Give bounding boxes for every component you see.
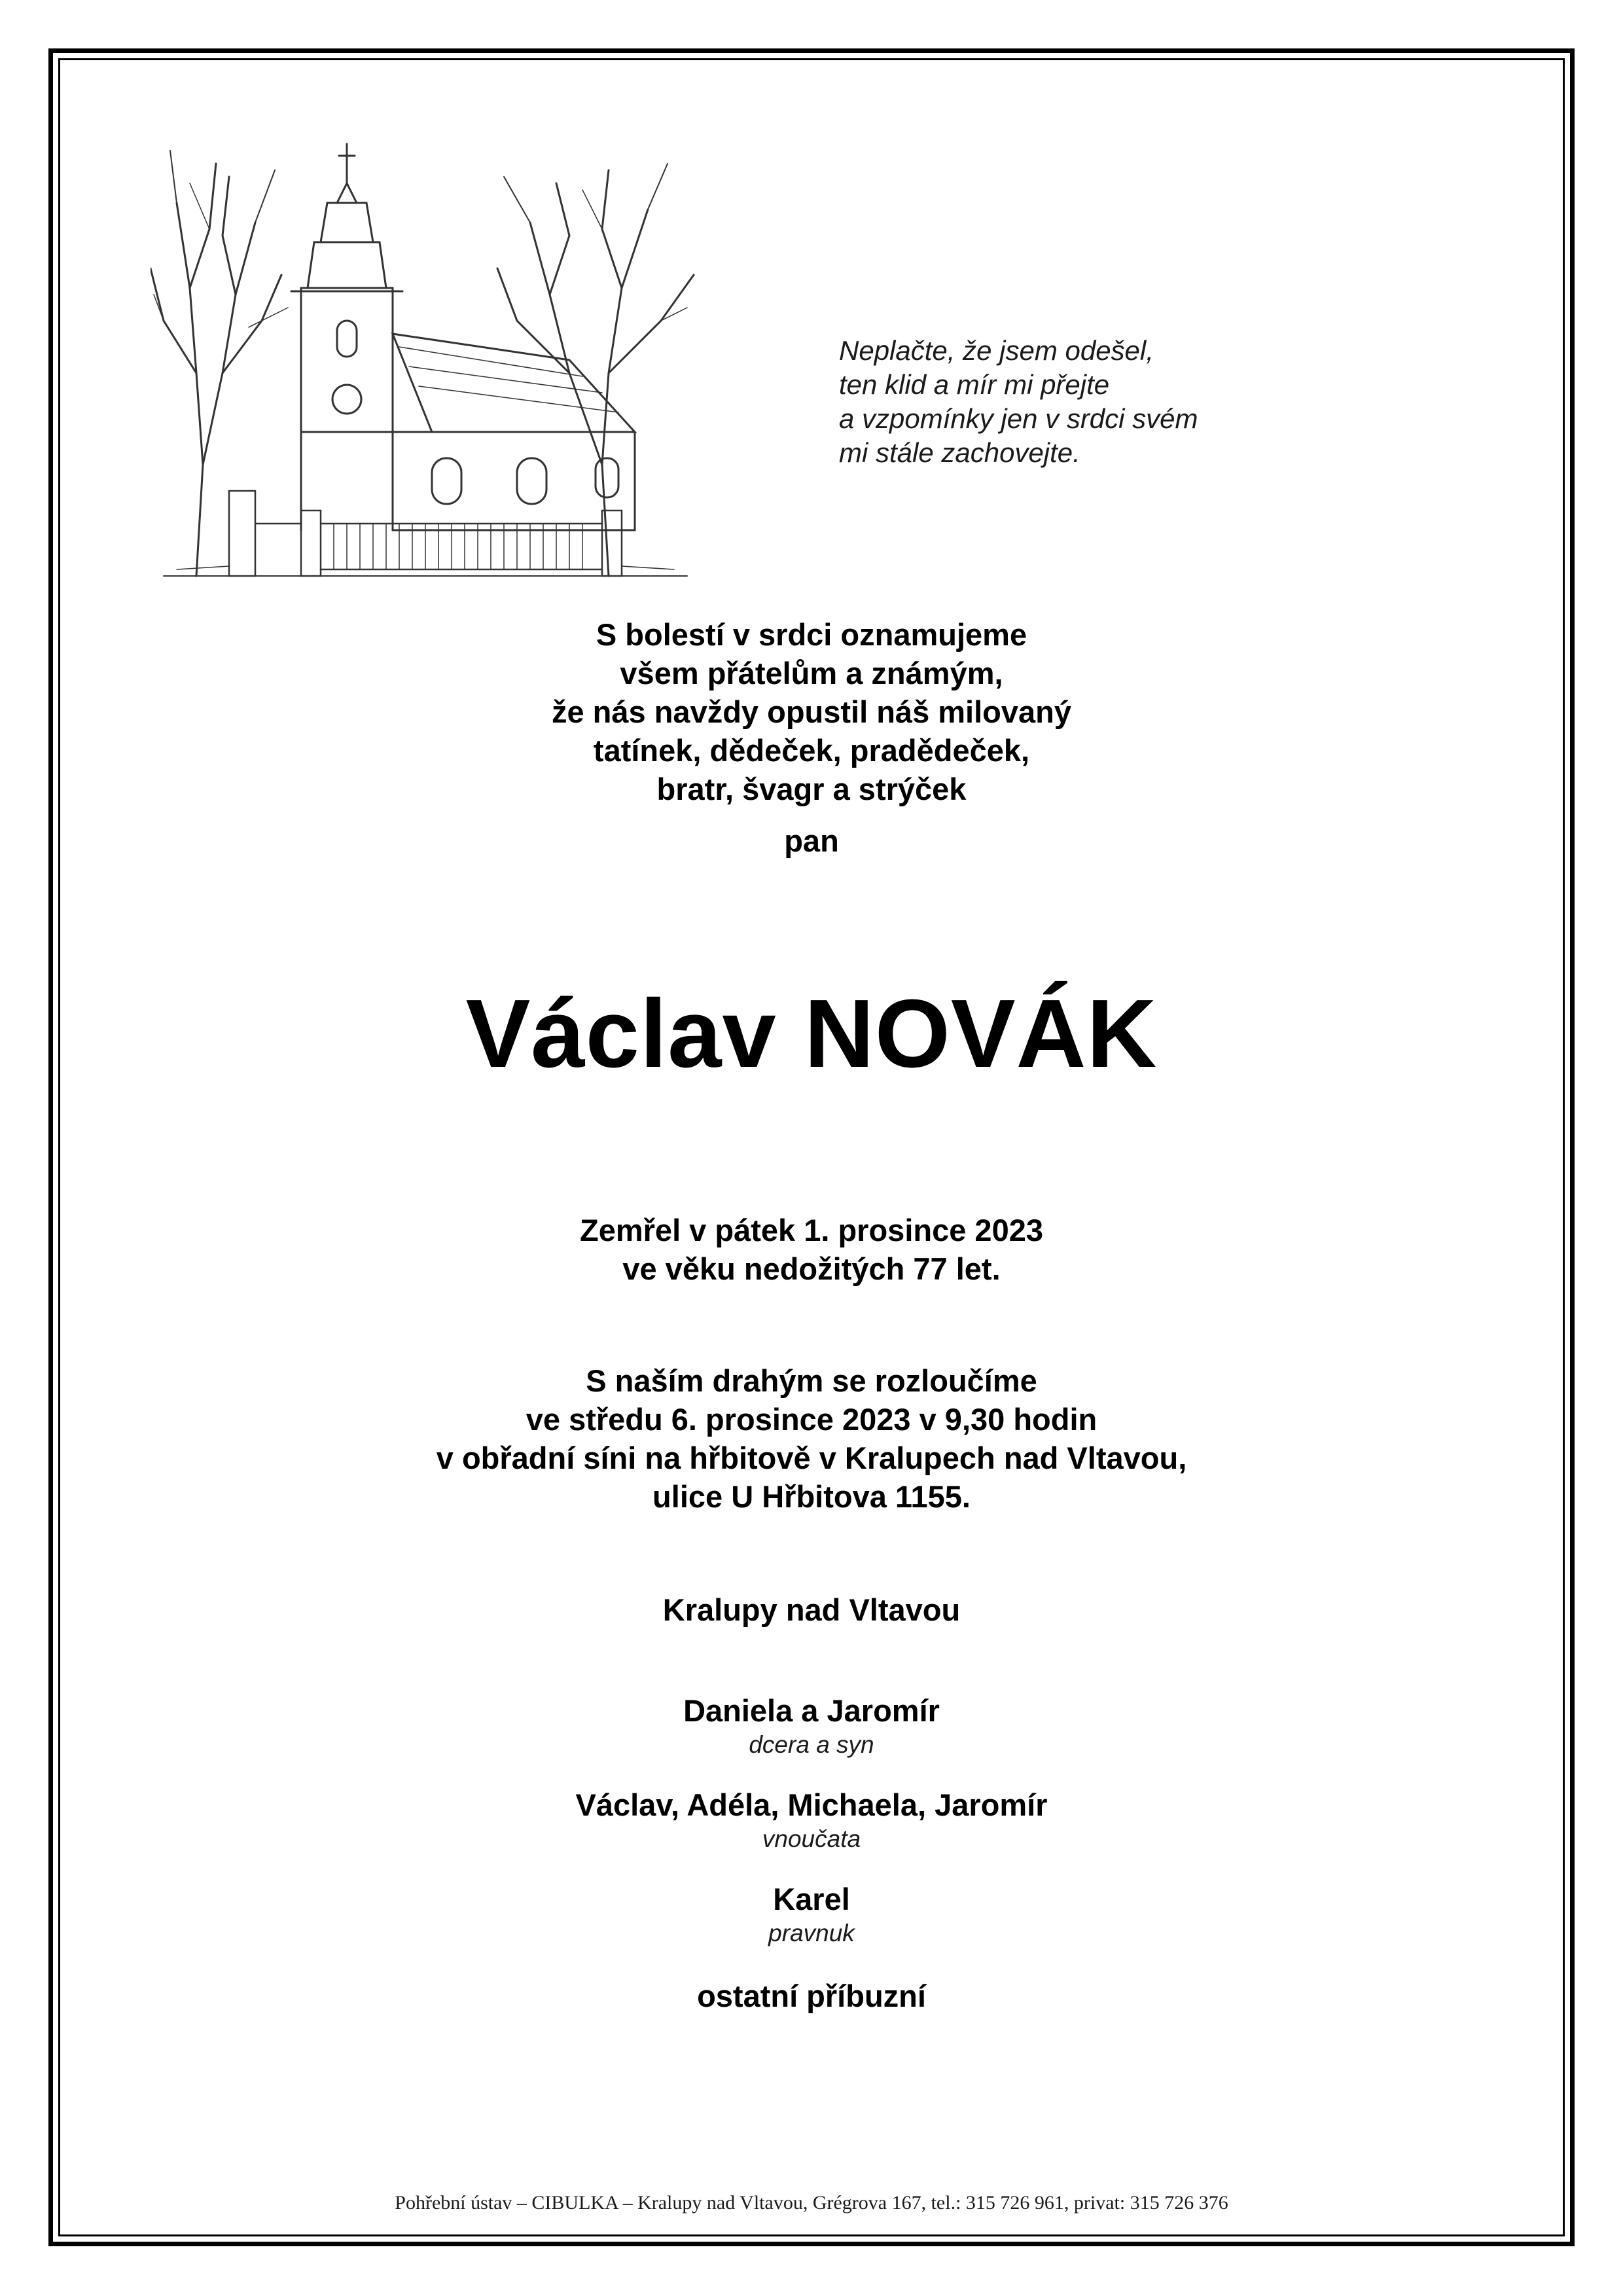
farewell-line: ve středu 6. prosince 2023 v 9,30 hodin <box>526 1402 1097 1437</box>
announcement-line: bratr, švagr a strýček <box>656 772 967 806</box>
family-relation: vnoučata <box>762 1825 861 1852</box>
farewell-info <box>0 1361 1623 1516</box>
other-relatives: ostatní příbuzní <box>697 1979 926 2013</box>
announcement-line: že nás navždy opustil náš milovaný <box>551 694 1072 729</box>
family-list <box>0 1692 1623 1975</box>
farewell-line: v obřadní síni na hřbitově v Kralupech nad Vltavou, <box>436 1441 1187 1475</box>
farewell-line: S naším drahým se rozloučíme <box>586 1363 1037 1398</box>
poem-line: a vzpomínky jen v srdci svém <box>839 403 1198 434</box>
death-info <box>0 1211 1623 1288</box>
death-line: ve věku nedožitých 77 let. <box>622 1251 1001 1286</box>
poem-line: Neplačte, že jsem odešel, <box>839 335 1154 366</box>
announcement-line: všem přátelům a známým, <box>620 656 1003 691</box>
church-nave <box>393 334 635 530</box>
announcement-line: S bolestí v srdci oznamujeme <box>596 617 1027 652</box>
announcement <box>0 615 1623 808</box>
family-relation: dcera a syn <box>749 1731 874 1758</box>
family-relation: pravnuk <box>768 1920 855 1946</box>
farewell-line: ulice U Hřbitova 1155. <box>652 1479 971 1514</box>
poem-line: ten klid a mír mi přejte <box>839 369 1110 400</box>
memorial-poem <box>839 334 1428 470</box>
family-names: Karel <box>773 1882 850 1916</box>
funeral-home-footer: Pohřební ústav – CIBULKA – Kralupy nad Vltavou, Grégrova 167, tel.: 315 726 961, privat: 315 726 376 <box>395 2192 1228 2214</box>
deceased-name: Václav NOVÁK <box>465 980 1158 1088</box>
announcement-line: tatínek, dědeček, pradědeček, <box>593 733 1030 768</box>
family-names: Václav, Adéla, Michaela, Jaromír <box>575 1787 1048 1822</box>
left-tree <box>151 151 288 576</box>
church-illustration <box>151 124 700 583</box>
death-line: Zemřel v pátek 1. prosince 2023 <box>580 1213 1043 1247</box>
right-tree <box>497 164 694 576</box>
place: Kralupy nad Vltavou <box>662 1592 961 1627</box>
poem-line: mi stále zachovejte. <box>839 437 1080 468</box>
honorific: pan <box>784 823 839 858</box>
family-names: Daniela a Jaromír <box>683 1693 940 1728</box>
church-tower <box>291 144 402 530</box>
